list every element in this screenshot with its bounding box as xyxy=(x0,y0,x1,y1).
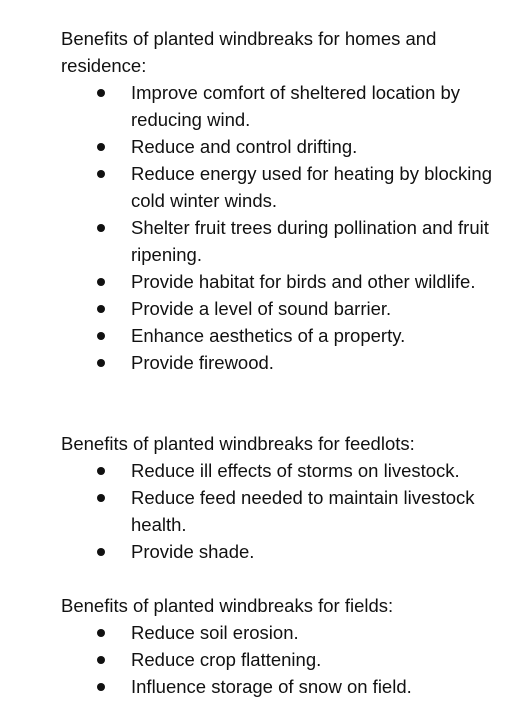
bullet-icon xyxy=(97,548,105,556)
list-item-text: Reduce ill effects of storms on livestock. xyxy=(131,460,460,481)
section-fields xyxy=(61,592,501,700)
section-homes xyxy=(61,25,501,376)
bullet-icon xyxy=(97,89,105,97)
list-item-text: Improve comfort of sheltered location by reducing wind. xyxy=(131,82,461,130)
list-item xyxy=(61,133,501,160)
list-item-text: Reduce and control drifting. xyxy=(131,136,358,157)
list-item-text: Shelter fruit trees during pollination and fruit ripening. xyxy=(131,217,489,265)
list-item-text: Provide a level of sound barrier. xyxy=(131,298,392,319)
list-item-text: Provide habitat for birds and other wildlife. xyxy=(131,271,476,292)
list-item-text: Provide firewood. xyxy=(131,352,274,373)
bullet-icon xyxy=(97,332,105,340)
list-item-text: Reduce soil erosion. xyxy=(131,622,299,643)
list-item xyxy=(61,349,501,376)
bullet-icon xyxy=(97,683,105,691)
list-item xyxy=(61,268,501,295)
bullet-icon xyxy=(97,494,105,502)
bullet-icon xyxy=(97,224,105,232)
bullet-icon xyxy=(97,359,105,367)
list-item-text: Reduce feed needed to maintain livestock health. xyxy=(131,487,475,535)
list-item xyxy=(61,673,501,700)
list-item-text: Provide shade. xyxy=(131,541,255,562)
bullet-list xyxy=(61,619,501,700)
list-item xyxy=(61,160,501,214)
list-item xyxy=(61,214,501,268)
list-item xyxy=(61,295,501,322)
section-feedlots xyxy=(61,430,501,565)
list-item xyxy=(61,538,501,565)
bullet-list xyxy=(61,457,501,565)
list-item xyxy=(61,484,501,538)
list-item xyxy=(61,619,501,646)
bullet-list xyxy=(61,79,501,376)
bullet-icon xyxy=(97,305,105,313)
bullet-icon xyxy=(97,656,105,664)
bullet-icon xyxy=(97,170,105,178)
section-heading: Benefits of planted windbreaks for feedlots: xyxy=(61,433,415,454)
bullet-icon xyxy=(97,467,105,475)
list-item xyxy=(61,457,501,484)
bullet-icon xyxy=(97,629,105,637)
list-item-text: Influence storage of snow on field. xyxy=(131,676,412,697)
section-heading: Benefits of planted windbreaks for fields: xyxy=(61,595,394,616)
bullet-icon xyxy=(97,143,105,151)
list-item xyxy=(61,322,501,349)
list-item-text: Reduce crop flattening. xyxy=(131,649,322,670)
list-item xyxy=(61,646,501,673)
list-item-text: Reduce energy used for heating by blocking cold winter winds. xyxy=(131,163,492,211)
list-item-text: Enhance aesthetics of a property. xyxy=(131,325,406,346)
list-item xyxy=(61,79,501,133)
section-heading: Benefits of planted windbreaks for homes and residence: xyxy=(61,28,437,76)
bullet-icon xyxy=(97,278,105,286)
